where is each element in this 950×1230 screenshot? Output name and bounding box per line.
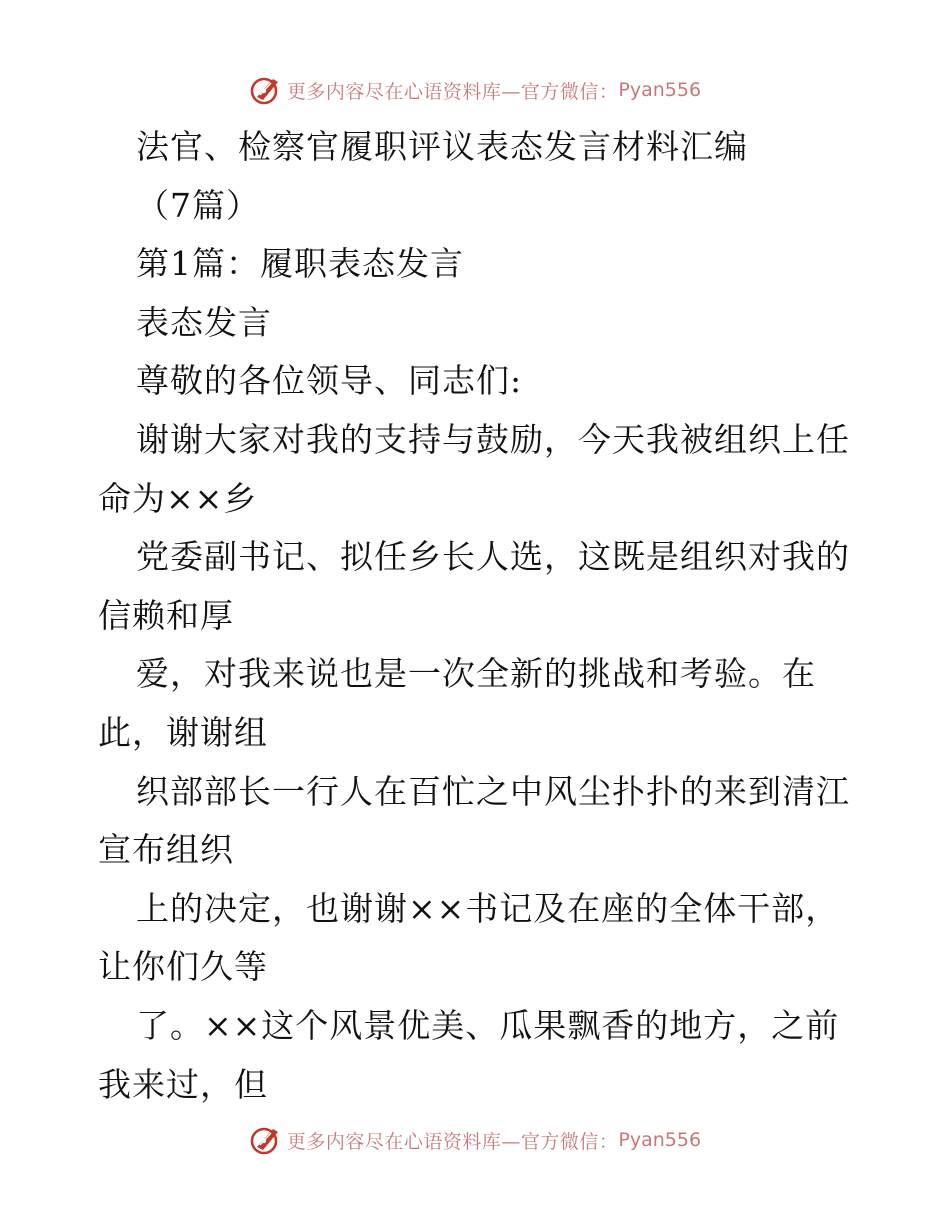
section-subtitle: 表态发言 — [136, 302, 272, 342]
footer-banner — [0, 1120, 950, 1160]
document-body — [98, 118, 858, 1114]
banner-wechat-id: Pyan556 — [618, 1129, 702, 1151]
document-title-count: （7篇） — [136, 185, 260, 225]
header-banner — [0, 70, 950, 110]
salutation: 尊敬的各位领导、同志们: — [136, 361, 523, 401]
document-title: 法官、检察官履职评议表态发言材料汇编 — [136, 127, 748, 166]
body-paragraph: 织部部长一行人在百忙之中风尘扑扑的来到清江宣布组织 — [98, 771, 850, 870]
pen-nib-circle-icon — [249, 73, 283, 107]
body-paragraph: 了。××这个风景优美、瓜果飘香的地方，之前我来过，但 — [98, 1005, 840, 1104]
body-paragraph: 谢谢大家对我的支持与鼓励，今天我被组织上任命为××乡 — [98, 419, 850, 518]
banner-text: 更多内容尽在心语资料库—官方微信： — [286, 1130, 619, 1153]
banner-wechat-id: Pyan556 — [618, 79, 702, 101]
pen-nib-circle-icon — [249, 1123, 283, 1157]
chapter-heading: 第1篇：履职表态发言 — [136, 244, 464, 284]
banner-text: 更多内容尽在心语资料库—官方微信： — [286, 80, 619, 103]
body-paragraph: 党委副书记、拟任乡长人选，这既是组织对我的信赖和厚 — [98, 537, 850, 635]
body-paragraph: 上的决定，也谢谢××书记及在座的全体干部，让你们久等 — [98, 888, 840, 987]
body-paragraph: 爱，对我来说也是一次全新的挑战和考验。在此，谢谢组 — [98, 654, 816, 752]
